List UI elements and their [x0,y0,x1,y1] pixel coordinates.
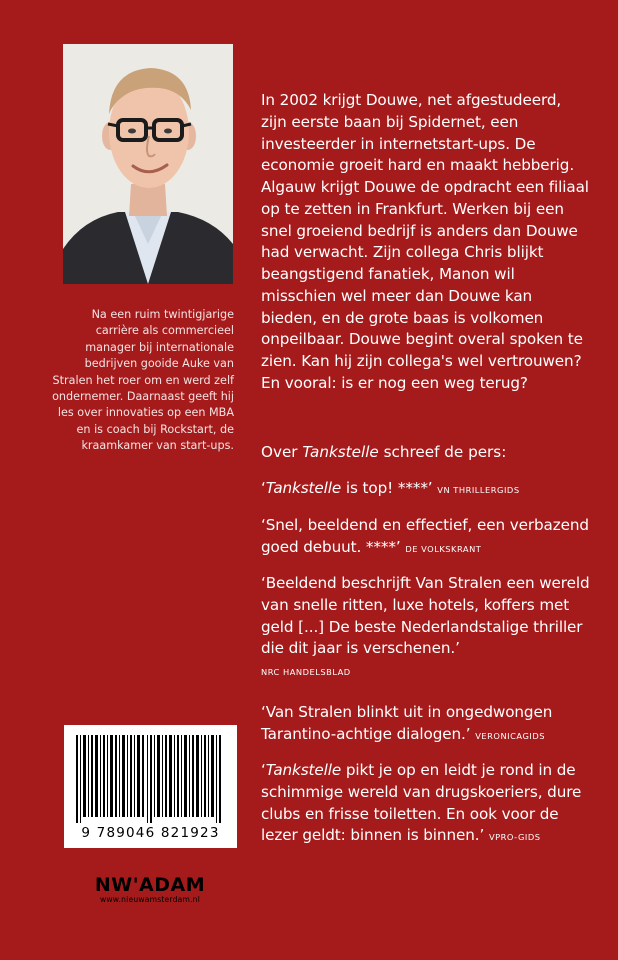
press-quote-1-open: ‘ [261,479,266,497]
author-bio [50,307,234,455]
press-intro [261,442,591,464]
press-quote-1-source: VN THRILLERGIDS [437,485,520,495]
press-quote-3 [261,573,596,684]
book-blurb: In 2002 krijgt Douwe, net afgestudeerd, zijn eerste baan bij Spidernet, een investeerder in internetstart-ups. De economie groeit hard en maakt hebberig. Algauw krijgt Douwe de opdracht een filiaal op te zetten in Frankfurt. Werken bij een snel groeiend bedrijf is anders dan Douwe had verwacht. Zijn collega Chris blijkt beangstigend fanatiek, Manon wil misschien wel meer dan Douwe kan bieden, en de grote baas is volkomen onpeilbaar. Douwe begint overal spoken te zien. Kan hij zijn collega's wel vertrouwen? En vooral: is er nog een weg terug? [261,91,589,392]
publisher-url: www.nieuwamsterdam.nl [99,895,201,904]
press-quote-3-text: ‘Beeldend beschrijft Van Stralen een wereld van snelle ritten, luxe hotels, koffers met geld [...] De beste Nederlandstalige thriller die dit jaar is verschenen.’ [261,574,590,658]
press-quote-2-source: DE VOLKSKRANT [405,543,482,554]
press-quote-5-open: ‘ [261,761,266,779]
barcode-bars-icon [64,725,237,825]
press-quote-1-text: is top! ****’ [341,479,438,497]
press-quote-4-source: VERONICAGIDS [475,730,545,741]
press-quote-5-title: Tankstelle [265,761,342,779]
press-quote-4-text: ‘Van Stralen blinkt uit in ongedwongen Tarantino-achtige dialogen.’ [261,703,553,743]
publisher-block [90,875,210,905]
press-intro-pre: Over [261,443,303,461]
publisher-logo: NW'ADAM [94,874,206,896]
press-quote-4 [261,702,596,748]
press-intro-title: Tankstelle [302,443,379,461]
press-quote-5-text: pikt je op en leidt je rond in de schimmige wereld van drugskoeriers, dure clubs en frisse toiletten. En ook voor de lezer geldt: binnen is binnen.’ [261,761,582,845]
isbn-barcode [64,725,237,848]
author-portrait-image [63,44,233,284]
author-photo [63,44,233,284]
press-quote-5-source: VPRO-GIDS [488,832,541,843]
author-bio-text: Na een ruim twintigjarige carrière als commercieel manager bij internationale bedrijven gooide Auke van Stralen het roer om en werd zelf ondernemer. Daarnaast geeft hij les over innovaties op een MBA en is coach bij Rockstart, de kraamkamer van start-ups. [52,308,234,453]
isbn-number: 9 789046 821923 [81,825,220,841]
press-quote-2 [261,515,596,561]
press-quote-1-title: Tankstelle [265,479,342,497]
press-quote-3-source: NRC HANDELSBLAD [261,667,351,677]
press-intro-post: schreef de pers: [378,443,507,461]
press-quote-2-text: ‘Snel, beeldend en effectief, een verbazend goed debuut. ****’ [261,516,589,556]
press-quote-5 [261,760,596,849]
press-quote-1 [261,478,596,502]
